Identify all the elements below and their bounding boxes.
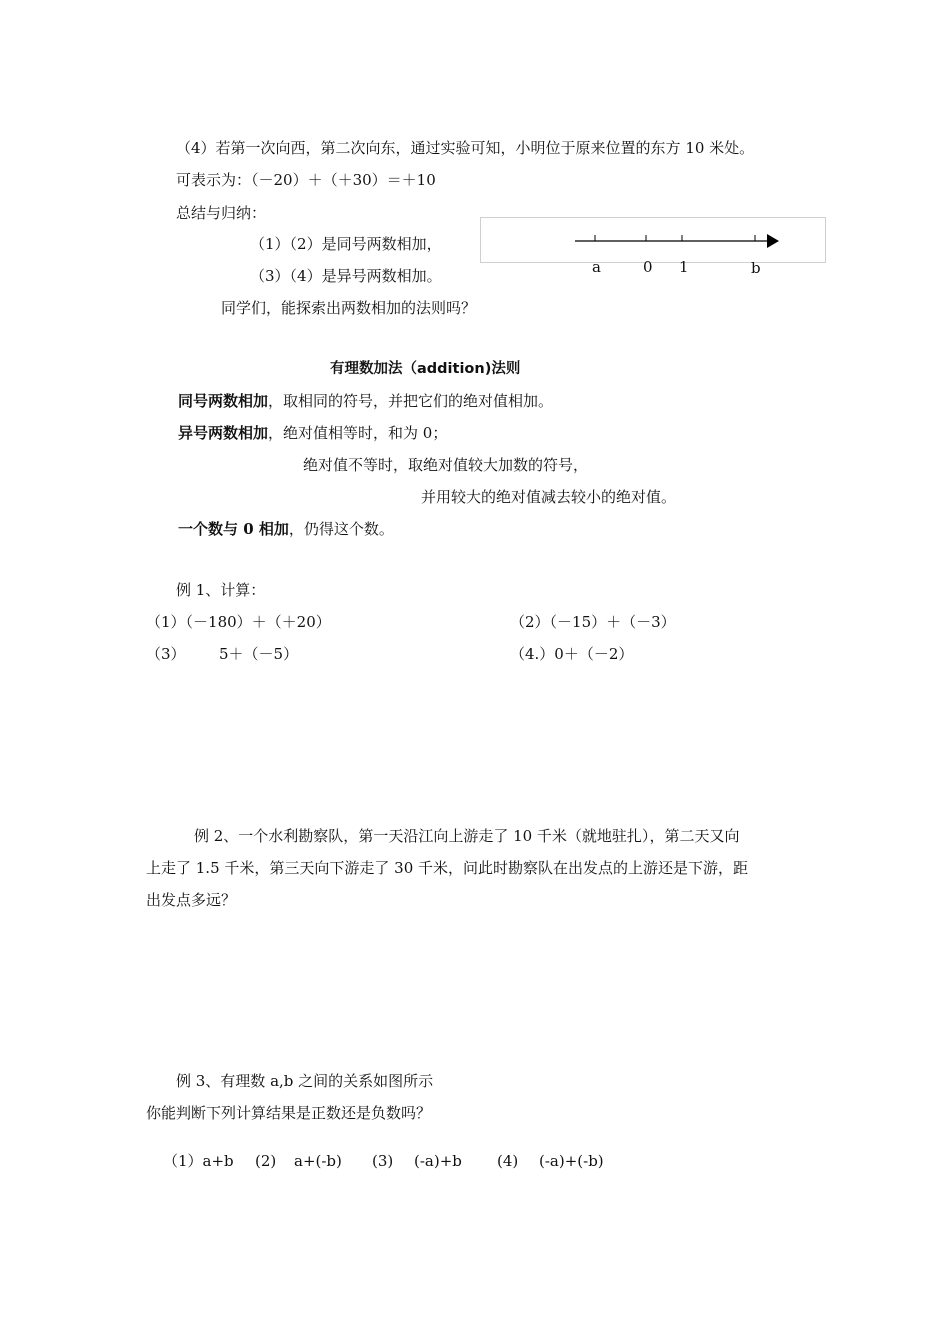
example1-title: 例 1、计算： xyxy=(176,581,266,599)
example3-item3-number: (3) xyxy=(372,1152,394,1170)
number-line-svg xyxy=(481,218,825,262)
rule-diff-sign-line3: 并用较大的绝对值减去较小的绝对值。 xyxy=(421,488,677,506)
example3-item4-number: (4) xyxy=(497,1152,519,1170)
example3-item3-expression: (-a)+b xyxy=(414,1152,462,1170)
example3-item2-expression: a+(-b) xyxy=(294,1152,342,1170)
rule-diff-sign-line2: 绝对值不等时，取绝对值较大加数的符号， xyxy=(303,456,589,474)
number-line-label-1: 1 xyxy=(679,258,689,276)
number-line-label-b: b xyxy=(751,259,761,277)
rule-zero-text: ，仍得这个数。 xyxy=(288,520,394,538)
example2-line2: 上走了 1.5 千米，第三天向下游走了 30 千米，问此时勘察队在出发点的上游还是下游，距 xyxy=(146,859,749,877)
rule-title: 有理数加法（addition)法则 xyxy=(330,361,521,377)
number-line-arrow xyxy=(767,234,779,248)
rule-zero xyxy=(178,519,394,539)
rule-same-sign-text: ，取相同的符号，并把它们的绝对值相加。 xyxy=(268,392,554,410)
question-prompt: 同学们，能探索出两数相加的法则吗？ xyxy=(221,299,477,317)
example1-problem4: （4.）0＋（－2） xyxy=(510,645,634,663)
example1-problem2: （2）（－15）＋（－3） xyxy=(510,613,676,631)
example3-line1: 例 3、有理数 a,b 之间的关系如图所示 xyxy=(176,1072,434,1090)
example3-line2: 你能判断下列计算结果是正数还是负数吗？ xyxy=(146,1104,432,1122)
example1-problem3-number: （3） xyxy=(146,645,186,663)
para-expression: 可表示为：（－20）＋（＋30）＝＋10 xyxy=(176,171,436,189)
example3-item1: （1）a+b xyxy=(163,1152,234,1170)
example2-line3: 出发点多远？ xyxy=(146,891,237,909)
example2-line1: 例 2、一个水利勘察队，第一天沿江向上游走了 10 千米（就地驻扎），第二天又向 xyxy=(194,827,740,845)
para-case4: （4）若第一次向西，第二次向东，通过实验可知，小明位于原来位置的东方 10 米处。 xyxy=(176,139,755,157)
rule-zero-label: 一个数与 0 相加 xyxy=(178,520,289,538)
example1-problem1: （1）（－180）＋（＋20） xyxy=(146,613,331,631)
rule-same-sign-label: 同号两数相加 xyxy=(178,392,269,410)
rule-diff-sign-label: 异号两数相加 xyxy=(178,424,269,442)
example3-item2-number: (2) xyxy=(255,1152,277,1170)
rule-diff-sign xyxy=(178,423,447,443)
number-line-label-0: 0 xyxy=(643,258,653,276)
example1-problem3-expression: 5＋（－5） xyxy=(219,645,299,663)
example3-item4-expression: (-a)+(-b) xyxy=(539,1152,604,1170)
number-line-label-a: a xyxy=(592,258,601,276)
summary-item-diff-sign: （3）（4）是异号两数相加。 xyxy=(250,267,442,285)
number-line-figure xyxy=(480,217,826,263)
rule-diff-sign-text: ，绝对值相等时，和为 0； xyxy=(268,424,448,442)
summary-heading: 总结与归纳： xyxy=(176,204,267,222)
rule-same-sign xyxy=(178,391,553,411)
summary-item-same-sign: （1）（2）是同号两数相加， xyxy=(250,235,442,253)
